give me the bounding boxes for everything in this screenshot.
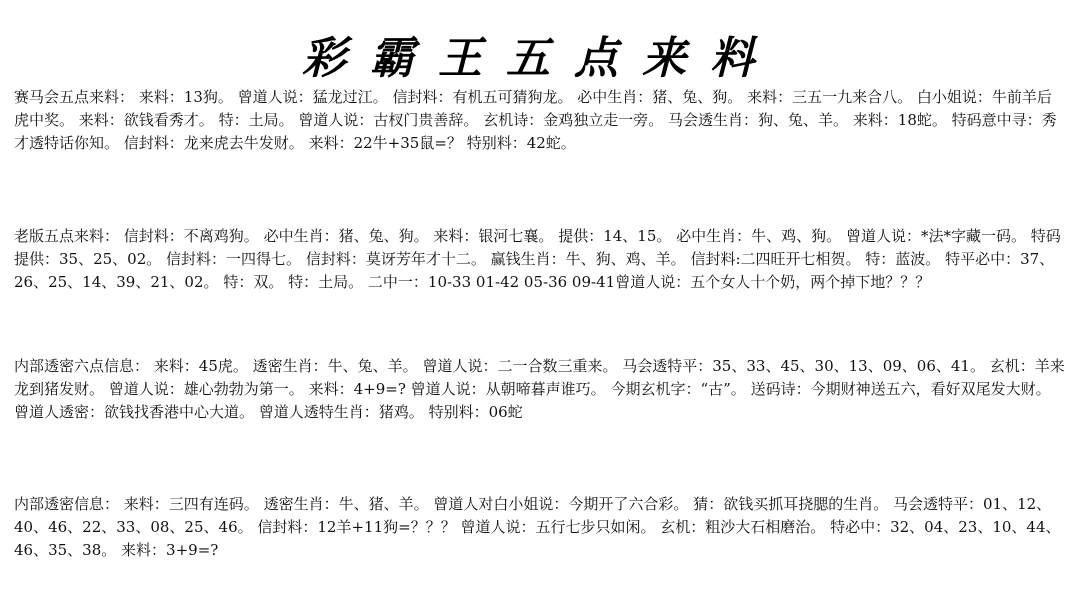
text-segment: 来料：银河七襄。: [433, 227, 554, 245]
text-segment: 送码诗：今期财神送五六，看好双尾发大财。: [750, 380, 1051, 398]
text-segment: 特：蓝波。: [865, 250, 941, 268]
text-segment: 信封料：12羊+11狗=？？？: [257, 518, 456, 536]
text-segment: 信封料：有机五可猜狗龙。: [392, 88, 573, 106]
section-heading: 赛马会五点来料：: [14, 88, 135, 106]
text-segment: 必中生肖：猪、兔、狗。: [263, 227, 429, 245]
text-segment: 来料：三四有连码。: [123, 495, 259, 513]
text-segment: 曾道人说：古杈门贵善辞。: [298, 111, 479, 129]
section-heading: 内部透密信息：: [14, 495, 120, 513]
text-segment: 特：土局。: [218, 111, 294, 129]
text-segment: 特平必中：37、26、25、14、39、21、02。: [14, 250, 1055, 291]
text-segment: 特：土局。: [288, 273, 364, 291]
page-title: 彩霸王五点来料: [302, 33, 778, 84]
section-neibu-xinxi: [14, 493, 1066, 562]
text-segment: 透密生肖：牛、猪、羊。: [263, 495, 429, 513]
text-segment: 来料：欲钱看秀才。: [78, 111, 214, 129]
section-neibu-liudian: [14, 355, 1066, 424]
text-segment: 曾道人透特生肖：猪鸡。: [258, 403, 424, 421]
text-segment: 玄机：粗沙大石相磨治。: [660, 518, 826, 536]
text-segment: 曾道人对白小姐说：今期开了六合彩。: [433, 495, 689, 513]
text-segment: 必中生肖：牛、鸡、狗。: [676, 227, 842, 245]
text-segment: 来料：三五一九来合八。: [747, 88, 913, 106]
text-segment: 赢钱生肖：牛、狗、鸡、羊。: [490, 250, 686, 268]
text-segment: 今期玄机字：“古”。: [610, 380, 746, 398]
text-segment: 马会透特平：01、12、40、46、22、33、08、25、46。: [14, 495, 1052, 536]
text-segment: 必中生肖：猪、兔、狗。: [577, 88, 743, 106]
text-segment: 特必中：32、04、23、10、44、46、35、38。: [14, 518, 1061, 559]
text-segment: 猜：欲钱买抓耳挠腮的生肖。: [693, 495, 889, 513]
text-segment: 曾道人说：*法*字藏一码。: [845, 227, 1026, 245]
text-segment: 来料：3+9=?: [121, 541, 219, 559]
text-segment: 来料：18蛇。: [852, 111, 947, 129]
text-segment: 白小姐说：牛前羊后虎中奖。: [14, 88, 1052, 129]
text-segment: 信封料：不离鸡狗。: [123, 227, 259, 245]
text-segment: 特：双。: [223, 273, 284, 291]
section-heading: 老版五点来料：: [14, 227, 120, 245]
section-wuidian-lailiao: [14, 86, 1066, 155]
text-segment: 曾道人说：雄心勃勃为第一。: [108, 380, 304, 398]
text-segment: 曾道人说：五行七步只如闲。: [460, 518, 656, 536]
text-segment: 特别料：42蛇。: [466, 134, 576, 152]
text-segment: 曾道人说：从朝啼暮声谁巧。: [410, 380, 606, 398]
text-segment: 马会透特平：35、33、45、30、13、09、06、41。: [622, 357, 985, 375]
text-segment: 二中一：10-33 01-42 05-36 09-41: [367, 273, 616, 291]
text-segment: 特码提供：35、25、02。: [14, 227, 1061, 268]
text-segment: 信封料:二四旺开七相贺。: [690, 250, 861, 268]
text-segment: 曾道人说：五个女人十个奶，两个掉下地？？？: [615, 273, 931, 291]
text-segment: 来料：45虎。: [153, 357, 248, 375]
text-segment: 曾道人透密：欲钱找香港中心大道。: [14, 403, 255, 421]
text-segment: 来料：22牛+35鼠=？: [308, 134, 462, 152]
text-segment: 玄机诗：金鸡独立走一旁。: [483, 111, 664, 129]
text-segment: 特别料：06蛇: [428, 403, 523, 421]
text-segment: 马会透生肖：狗、兔、羊。: [667, 111, 848, 129]
text-segment: 曾道人说：二一合数三重来。: [422, 357, 618, 375]
text-segment: 信封料：莫讶芳年才十二。: [305, 250, 486, 268]
text-segment: 玄机：羊来龙到猪发财。: [14, 357, 1065, 398]
text-segment: 透密生肖：牛、兔、羊。: [252, 357, 418, 375]
text-segment: 提供：14、15。: [558, 227, 672, 245]
section-heading: 内部透密六点信息：: [14, 357, 150, 375]
text-segment: 信封料：一四得七。: [166, 250, 302, 268]
section-laoban-wudian: [14, 225, 1066, 294]
text-segment: 曾道人说：猛龙过江。: [237, 88, 388, 106]
text-segment: 信封料：龙来虎去牛发财。: [123, 134, 304, 152]
text-segment: 特码意中寻：秀才透特话你知。: [14, 111, 1057, 152]
text-segment: 来料：13狗。: [138, 88, 233, 106]
text-segment: 来料：4+9=?: [308, 380, 406, 398]
